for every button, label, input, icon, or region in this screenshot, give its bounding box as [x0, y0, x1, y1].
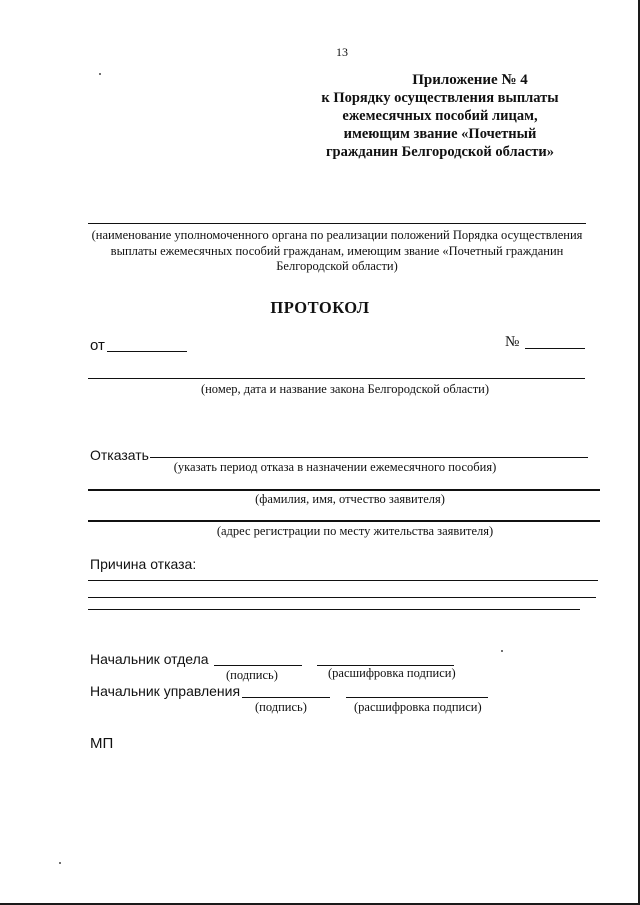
- transcript-caption: (расшифровка подписи): [328, 666, 456, 680]
- scan-speck: [59, 862, 61, 864]
- refuse-label: Отказать: [90, 447, 149, 463]
- appendix-line: к Порядку осуществления выплаты: [321, 90, 559, 106]
- transcript-caption: (расшифровка подписи): [354, 700, 482, 714]
- date-field-line[interactable]: [107, 351, 187, 352]
- applicant-name-caption: (фамилия, имя, отчество заявителя): [255, 492, 445, 506]
- applicant-address-field-line[interactable]: [88, 520, 600, 522]
- reason-label: Причина отказа:: [90, 556, 197, 572]
- refuse-period-field-line[interactable]: [150, 457, 588, 458]
- appendix-line: гражданин Белгородской области»: [325, 144, 555, 160]
- appendix-line: имеющим звание «Почетный: [343, 126, 537, 142]
- document-title: ПРОТОКОЛ: [270, 298, 370, 317]
- reason-field-line[interactable]: [88, 609, 580, 610]
- law-caption: (номер, дата и название закона Белгородской области): [200, 382, 490, 396]
- signature-caption: (подпись): [226, 668, 278, 682]
- scan-speck: [501, 650, 503, 652]
- admin-head-signature-line[interactable]: [242, 697, 330, 698]
- page-number: 13: [336, 45, 348, 59]
- date-label: от: [90, 337, 105, 354]
- applicant-name-field-line[interactable]: [88, 489, 600, 491]
- caption-line: Белгородской области): [276, 259, 398, 273]
- signature-caption: (подпись): [255, 700, 307, 714]
- appendix-line: ежемесячных пособий лицам,: [342, 108, 538, 124]
- refuse-period-caption: (указать период отказа в назначении ежемесячного пособия): [173, 460, 497, 474]
- applicant-address-caption: (адрес регистрации по месту жительства заявителя): [216, 524, 494, 538]
- law-field-line[interactable]: [88, 378, 585, 379]
- reason-field-line[interactable]: [88, 580, 598, 581]
- number-label: №: [505, 334, 520, 350]
- caption-line: (наименование уполномоченного органа по реализации положений Порядка осуществления: [91, 228, 583, 242]
- dept-head-signature-line[interactable]: [214, 665, 302, 666]
- dept-head-label: Начальник отдела: [90, 651, 209, 667]
- stamp-label: МП: [90, 735, 114, 752]
- scan-speck: [99, 73, 101, 75]
- appendix-number: Приложение № 4: [412, 72, 528, 88]
- org-name-field-line[interactable]: [88, 223, 586, 224]
- admin-head-transcript-line[interactable]: [346, 697, 488, 698]
- caption-line: выплаты ежемесячных пособий гражданам, имеющим звание «Почетный гражданин: [110, 243, 564, 258]
- org-name-caption: [86, 228, 588, 275]
- admin-head-label: Начальник управления: [90, 683, 241, 699]
- appendix-header: [290, 71, 590, 161]
- number-field-line[interactable]: [525, 348, 585, 349]
- reason-field-line[interactable]: [88, 597, 596, 598]
